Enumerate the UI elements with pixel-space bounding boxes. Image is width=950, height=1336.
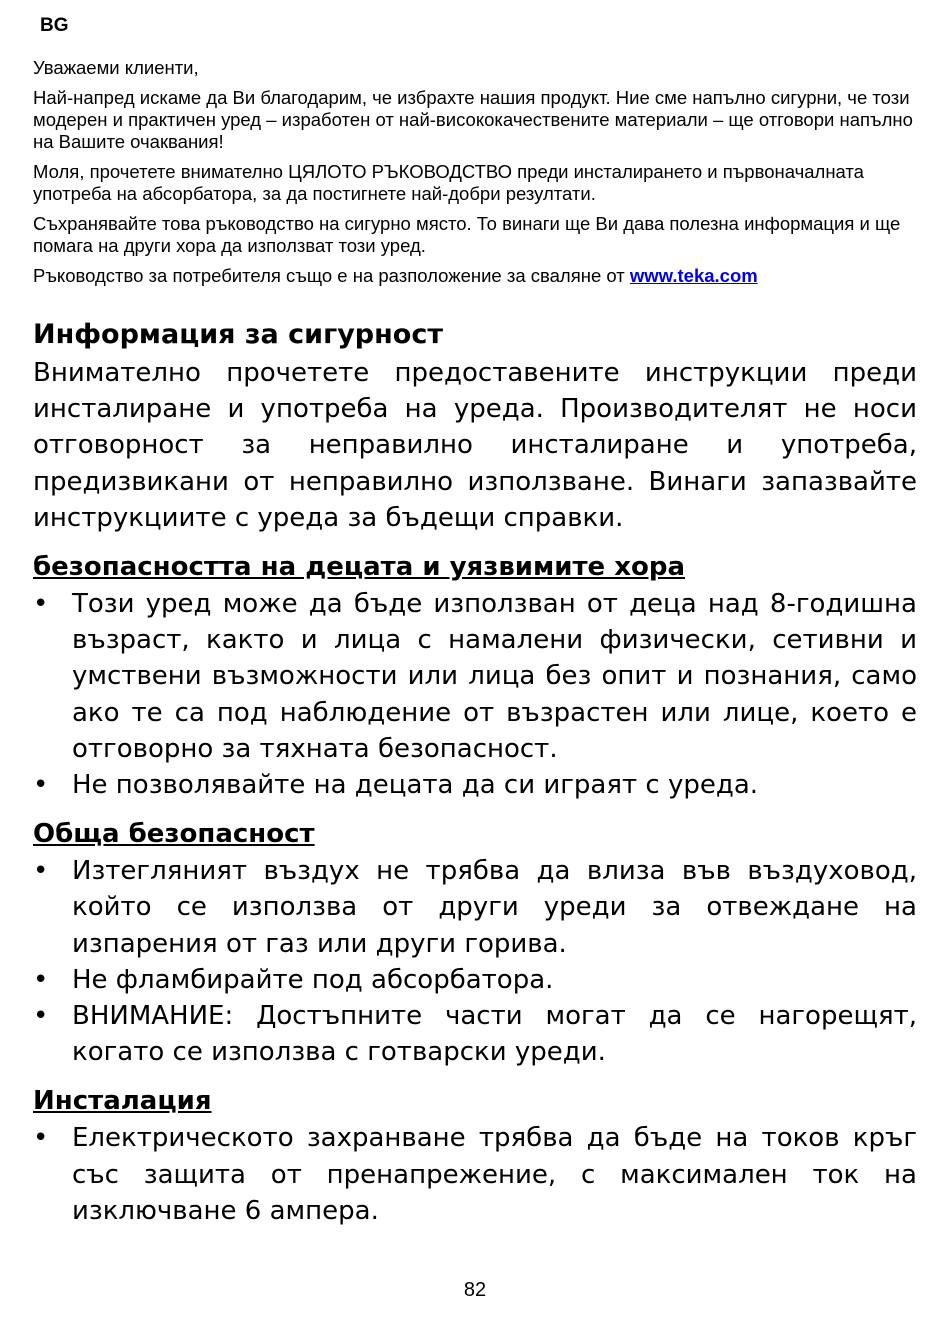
language-code: BG [40, 15, 69, 36]
intro-read-manual: Моля, прочетете внимателно ЦЯЛОТО РЪКОВОДСТВО преди инсталирането и първоначалната употреба на абсорбатора, за да постигнете най-добри резултати. [33, 161, 864, 204]
children-list [33, 586, 917, 803]
intro-thanks: Най-напред искаме да Ви благодарим, че избрахте нашия продукт. Ние сме напълно сигурни, че този модерен и практичен уред – изработен от най-висококачествените материали – ще отговори напълно на Вашите очаквания! [33, 87, 913, 152]
intro-download [33, 265, 913, 287]
list-item: • Не фламбирайте под абсорбатора. [33, 962, 917, 998]
general-list [33, 853, 917, 1070]
safety-title: Информация за сигурност [33, 319, 443, 350]
general-heading: Обща безопасност [33, 819, 315, 850]
teka-website-link[interactable]: www.teka.com [629, 265, 758, 286]
list-item: • Електрическото захранване трябва да бъде на токов кръг със защита от пренапрежение, с максимален ток на изключване 6 ампера. [33, 1120, 917, 1229]
children-heading: безопасността на децата и уязвимите хора [33, 552, 686, 583]
installation-heading: Инсталация [33, 1086, 212, 1117]
intro-block [33, 57, 913, 295]
installation-list [33, 1120, 917, 1229]
list-item: • Този уред може да бъде използван от деца над 8-годишна възраст, както и лица с намалени физически, сетивни и умствени възможности или лица без опит и познания, само ако те са под наблюдение от възрастен или лице, което е отговорно за тяхната безопасност. [33, 586, 917, 767]
safety-paragraph: Внимателно прочетете предоставените инструкции преди инсталиране и употреба на уреда. Производителят не носи отговорност за неправилно инсталиране и употреба, предизвикани от неправилно използване. Винаги запазвайте инструкциите с уреда за бъдещи справки. [33, 358, 917, 533]
list-item: • ВНИМАНИЕ: Достъпните части могат да се нагорещят, когато се използва с готварски уреди. [33, 998, 917, 1070]
intro-greeting: Уважаеми клиенти, [33, 57, 199, 78]
intro-keep-manual: Съхранявайте това ръководство на сигурно място. То винаги ще Ви дава полезна информация и ще помага на други хора да използват този уред. [33, 213, 901, 256]
page-number: 82 [463, 1279, 487, 1301]
intro-download-text: Ръководство за потребителя също е на разположение за сваляне от [33, 265, 630, 286]
list-item: • Не позволявайте на децата да си играят с уреда. [33, 767, 917, 803]
main-content [33, 315, 917, 1229]
list-item: • Изтегляният въздух не трябва да влиза във въздуховод, който се използва от други уреди за отвеждане на изпарения от газ или други горива. [33, 853, 917, 962]
